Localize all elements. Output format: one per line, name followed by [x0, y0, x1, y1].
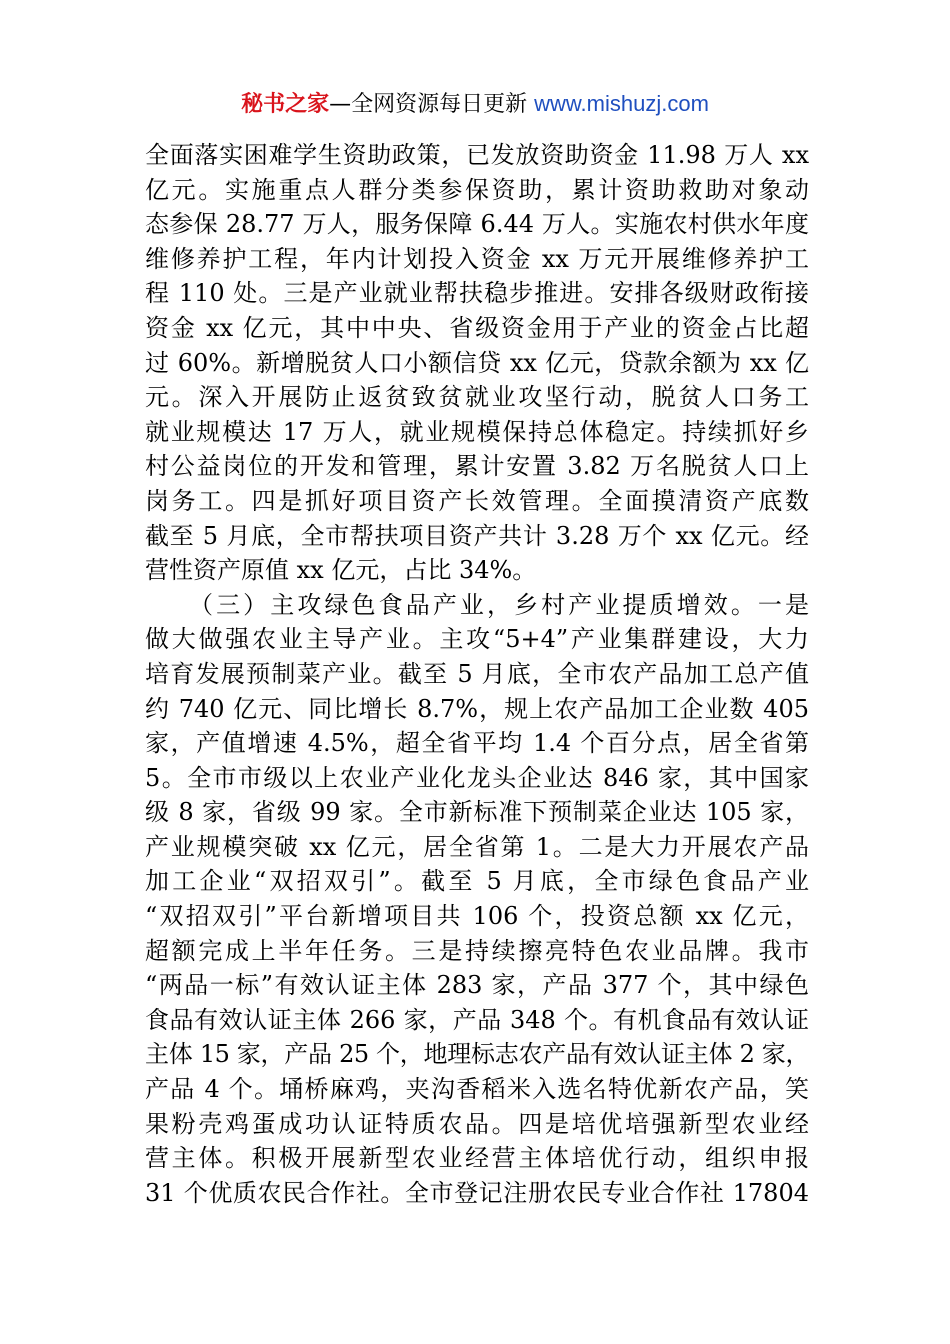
site-url-link[interactable]: www.mishuzj.com — [534, 91, 709, 116]
text-line: 元。深入开展防止返贫致贫就业攻坚行动，脱贫人口务工 — [145, 383, 809, 412]
text-line: 超额完成上半年任务。三是持续擦亮特色农业品牌。我市 — [145, 936, 809, 965]
text-line: “两品一标”有效认证主体 283 家，产品 377 个，其中绿色 — [145, 971, 809, 1000]
text-line: 程 110 处。三是产业就业帮扶稳步推进。安排各级财政衔接 — [145, 279, 809, 308]
paragraph-end-line: 营性资产原值 xx 亿元，占比 34%。 — [145, 556, 537, 585]
text-line: 约 740 亿元、同比增长 8.7%，规上农产品加工企业数 405 — [145, 694, 809, 723]
text-line: 全面落实困难学生资助政策，已发放资助资金 11.98 万人 xx — [145, 141, 809, 169]
text-line: 资金 xx 亿元，其中中央、省级资金用于产业的资金占比超 — [145, 313, 809, 342]
text-line: 村公益岗位的开发和管理，累计安置 3.82 万名脱贫人口上 — [145, 452, 809, 481]
document-body — [145, 138, 809, 1210]
text-line: 产品 4 个。埇桥麻鸡，夹沟香稻米入选名特优新农产品，笑 — [145, 1075, 809, 1104]
text-line: 产业规模突破 xx 亿元，居全省第 1。二是大力开展农产品 — [145, 832, 809, 861]
text-line: 亿元。实施重点人群分类参保资助，累计资助救助对象动 — [145, 175, 809, 204]
text-line: 加工企业“双招双引”。截至 5 月底，全市绿色食品产业 — [145, 867, 809, 896]
text-line: 级 8 家，省级 99 家。全市新标准下预制菜企业达 105 家， — [145, 798, 809, 827]
text-line: 岗务工。四是抓好项目资产长效管理。全面摸清资产底数 — [145, 486, 809, 515]
text-line: 营主体。积极开展新型农业经营主体培优行动，组织申报 — [145, 1144, 809, 1173]
text-line: “双招双引”平台新增项目共 106 个，投资总额 xx 亿元， — [145, 902, 809, 931]
text-line: 就业规模达 17 万人，就业规模保持总体稳定。持续抓好乡 — [145, 417, 809, 446]
text-line: 5。全市市级以上农业产业化龙头企业达 846 家，其中国家 — [145, 763, 809, 792]
text-line: 主体 15 家，产品 25 个，地理标志农产品有效认证主体 2 家， — [145, 1040, 809, 1069]
text-line: 做大做强农业主导产业。主攻“5+4”产业集群建设，大力 — [145, 625, 809, 654]
brand-name: 秘书之家 — [241, 92, 330, 117]
text-line: 截至 5 月底，全市帮扶项目资产共计 3.28 万个 xx 亿元。经 — [145, 521, 809, 550]
header-tagline: —全网资源每日更新 — [329, 92, 535, 117]
text-line: 食品有效认证主体 266 家，产品 348 个。有机食品有效认证 — [145, 1005, 809, 1034]
page-header — [0, 86, 950, 123]
text-line: 维修养护工程，年内计划投入资金 xx 万元开展维修养护工 — [145, 244, 809, 273]
text-line: 家，产值增速 4.5%，超全省平均 1.4 个百分点，居全省第 — [145, 729, 809, 758]
text-line: 31 个优质农民合作社。全市登记注册农民专业合作社 17804 — [145, 1178, 809, 1207]
text-line: 培育发展预制菜产业。截至 5 月底，全市农产品加工总产值 — [145, 659, 809, 688]
section-heading-line: （三）主攻绿色食品产业，乡村产业提质增效。一是 — [189, 590, 809, 619]
text-line: 过 60%。新增脱贫人口小额信贷 xx 亿元，贷款余额为 xx 亿 — [145, 348, 809, 377]
text-line: 态参保 28.77 万人，服务保障 6.44 万人。实施农村供水年度 — [145, 210, 809, 239]
text-line: 果粉壳鸡蛋成功认证特质农品。四是培优培强新型农业经 — [145, 1109, 809, 1138]
